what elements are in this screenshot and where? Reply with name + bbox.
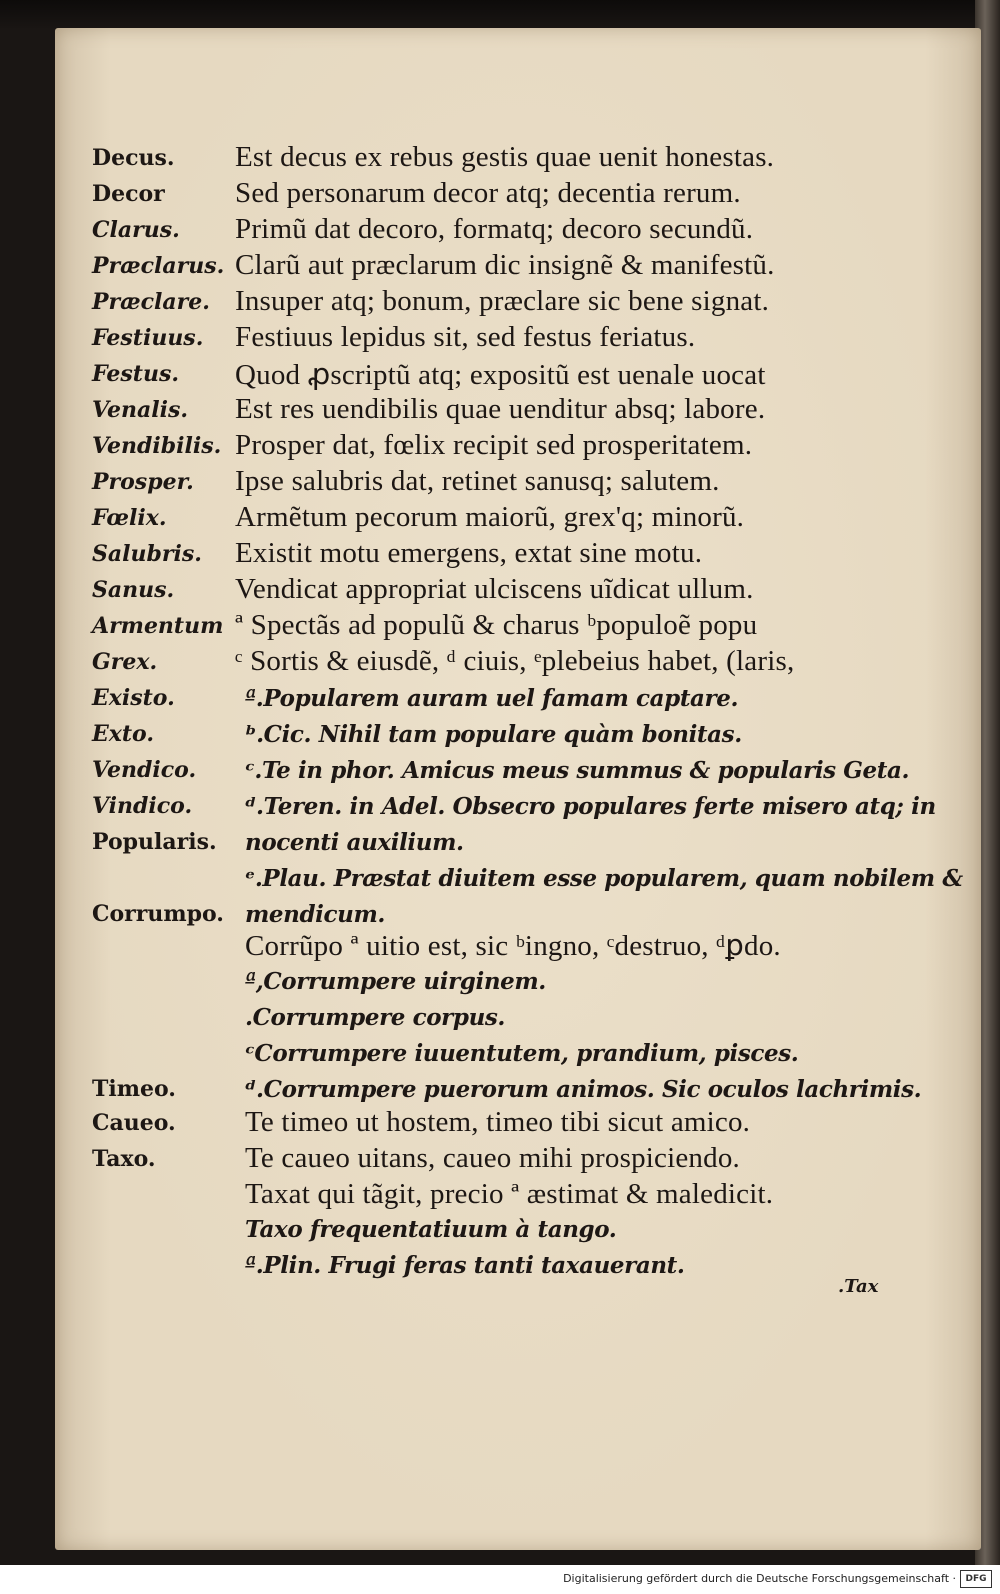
text-line	[0, 141, 960, 181]
verse-text: Taxat qui tãgit, precio ª æstimat & maledicit.	[245, 1178, 774, 1210]
text-line	[0, 968, 960, 1004]
margin-keyword: Timeo.	[92, 1076, 176, 1102]
verse-text: ᶜ Sortis & eiusdẽ, ᵈ ciuis, ᵉplebeius habet, (laris,	[235, 645, 795, 677]
margin-keyword: Festus.	[92, 361, 180, 387]
margin-keyword: Taxo.	[92, 1146, 156, 1172]
margin-keyword: Prosper.	[92, 469, 194, 495]
text-line	[0, 1004, 960, 1040]
text-line	[0, 1106, 960, 1146]
text-line	[0, 645, 960, 685]
margin-keyword: Sanus.	[92, 577, 175, 603]
verse-text: Insuper atq; bonum, præclare sic bene signat.	[235, 285, 770, 317]
text-line	[0, 285, 960, 325]
dfg-logo: DFG	[960, 1570, 992, 1588]
verse-text: Sed personarum decor atq; decentia rerum.	[235, 177, 741, 209]
margin-keyword: Armentum	[92, 613, 224, 639]
margin-keyword: Popularis.	[92, 829, 217, 855]
verse-text: Taxo frequentatiuum à tango.	[245, 1216, 617, 1243]
text-line	[0, 1252, 960, 1288]
verse-text: ᶜ.Te in phor. Amicus meus summus & popularis Geta.	[245, 757, 910, 784]
text-line	[0, 393, 960, 433]
margin-keyword: Fœlix.	[92, 505, 167, 531]
verse-text: Festiuus lepidus sit, sed festus feriatus.	[235, 321, 696, 353]
verse-text: Prosper dat, fœlix recipit sed prosperitatem.	[235, 429, 753, 461]
text-line	[0, 757, 960, 793]
margin-keyword: Decor	[92, 181, 165, 207]
verse-text: Armẽtum pecorum maiorũ, grex'q; minorũ.	[235, 501, 745, 533]
verse-text: Quod ꝓscriptũ atq; expositũ est uenale uocat	[235, 359, 766, 391]
text-line	[0, 865, 963, 901]
verse-text: Ipse salubris dat, retinet sanusq; salutem.	[235, 465, 720, 497]
text-line	[0, 793, 960, 829]
text-line	[0, 1142, 960, 1182]
verse-text: ᵈ.Teren. in Adel. Obsecro populares ferte misero atq; in	[245, 793, 936, 820]
margin-keyword: Vindico.	[92, 793, 193, 819]
verse-text: ᶜCorrumpere iuuentutem, prandium, pisces.	[245, 1040, 799, 1067]
margin-keyword: Vendico.	[92, 757, 197, 783]
margin-keyword: Corrumpo.	[92, 901, 224, 927]
text-line	[0, 361, 960, 397]
verse-text: Vendicat appropriat ulciscens uĩdicat ullum.	[235, 573, 754, 605]
text-line	[0, 213, 960, 253]
footer-credit: Digitalisierung gefördert durch die Deutsche Forschungsgemeinschaft ·	[563, 1572, 956, 1585]
verse-text: mendicum.	[245, 901, 385, 928]
text-line	[0, 721, 960, 757]
text-line	[0, 465, 960, 505]
verse-text: ᵇ.Cic. Nihil tam populare quàm bonitas.	[245, 721, 742, 748]
text-line	[0, 177, 960, 217]
text-line	[0, 829, 960, 865]
verse-text: Corrũpo ª uitio est, sic ᵇingno, ᶜdestruo, ᵈꝑdo.	[245, 930, 781, 962]
verse-text: ª.Popularem auram uel famam captare.	[245, 685, 739, 712]
text-line	[0, 537, 960, 577]
catchword: .Tax	[838, 1276, 879, 1297]
text-line	[0, 1216, 960, 1252]
margin-keyword: Præclare.	[92, 289, 210, 315]
margin-keyword: Festiuus.	[92, 325, 204, 351]
verse-text: Te timeo ut hostem, timeo tibi sicut amico.	[245, 1106, 751, 1138]
margin-keyword: Grex.	[92, 649, 158, 675]
margin-keyword: Præclarus.	[92, 253, 225, 279]
verse-text: Clarũ aut præclarum dic insignẽ & manifestũ.	[235, 249, 775, 281]
text-line	[0, 429, 960, 469]
text-line	[0, 321, 960, 361]
verse-text: ᵉ.Plau. Præstat diuitem esse popularem, quam nobilem &	[245, 865, 963, 892]
text-line	[0, 609, 960, 649]
verse-text: Est decus ex rebus gestis quae uenit honestas.	[235, 141, 775, 173]
margin-keyword: Caueo.	[92, 1110, 176, 1136]
margin-keyword: Existo.	[92, 685, 175, 711]
text-line	[0, 1040, 960, 1076]
margin-keyword: Decus.	[92, 145, 175, 171]
verse-text: Existit motu emergens, extat sine motu.	[235, 537, 703, 569]
text-line	[0, 573, 960, 613]
text-line	[0, 249, 960, 289]
verse-text: ª Spectãs ad populũ & charus ᵇpopuloẽ popu	[235, 609, 758, 641]
text-line	[0, 685, 960, 721]
verse-text: ª.Plin. Frugi feras tanti taxauerant.	[245, 1252, 685, 1279]
verse-text: Primũ dat decoro, formatq; decoro secundũ.	[235, 213, 754, 245]
text-line	[0, 501, 960, 541]
text-line	[0, 932, 960, 968]
margin-keyword: Salubris.	[92, 541, 202, 567]
verse-text: .Corrumpere corpus.	[245, 1004, 506, 1031]
verse-text: ª,Corrumpere uirginem.	[245, 968, 546, 995]
margin-keyword: Exto.	[92, 721, 154, 747]
verse-text: nocenti auxilium.	[245, 829, 464, 856]
verse-text: Est res uendibilis quae uenditur absq; labore.	[235, 393, 766, 425]
margin-keyword: Venalis.	[92, 397, 189, 423]
verse-text: ᵈ.Corrumpere puerorum animos. Sic oculos lachrimis.	[245, 1076, 922, 1103]
verse-text: Te caueo uitans, caueo mihi prospiciendo.	[245, 1142, 740, 1174]
margin-keyword: Vendibilis.	[92, 433, 222, 459]
text-line	[0, 1178, 960, 1218]
scan-top-shadow	[0, 0, 1000, 30]
margin-keyword: Clarus.	[92, 217, 180, 243]
